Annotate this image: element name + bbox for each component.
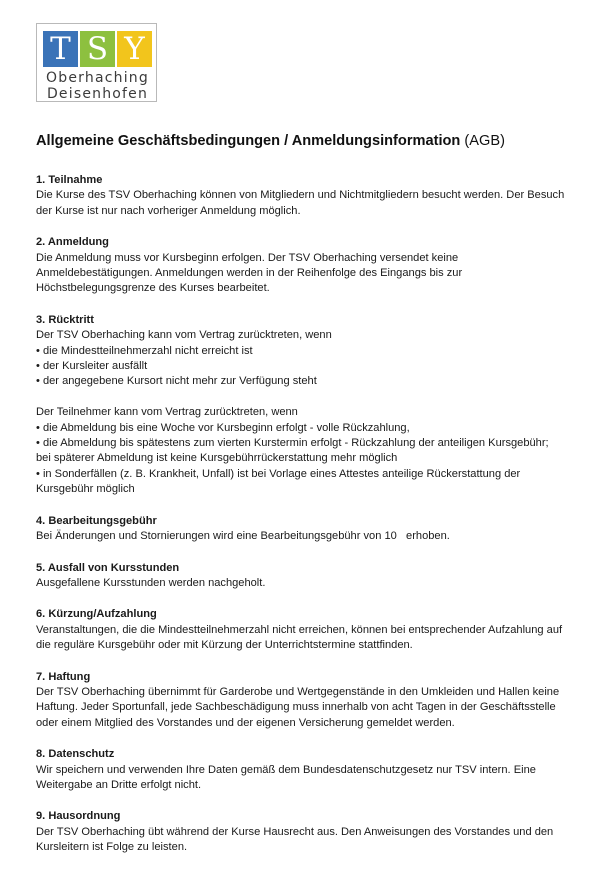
page-title xyxy=(36,132,566,150)
section-heading: 3. Rücktritt xyxy=(36,313,94,326)
section-text: Veranstaltungen, die die Mindestteilnehmerzahl nicht erreichen, können bei entsprechender Aufzahlung auf die reguläre Kursgebühr oder mit Kürzung der Unterrichtstermine stattfinden. xyxy=(36,623,563,652)
document-body xyxy=(36,132,566,872)
logo-letter-t: T xyxy=(43,31,78,67)
section-heading: 8. Datenschutz xyxy=(36,748,115,761)
list-item: • in Sonderfällen (z. B. Krankheit, Unfall) ist bei Vorlage eines Attestes anteilige Rückerstattung der Kursgebühr möglich xyxy=(36,467,521,496)
section-datenschutz xyxy=(36,747,566,793)
logo-letters xyxy=(43,31,152,67)
section-heading: 5. Ausfall von Kursstunden xyxy=(36,561,180,574)
logo-line-oberhaching: Oberhaching xyxy=(46,70,149,86)
section-bearbeitungsgebuehr xyxy=(36,514,566,545)
section-text: Der TSV Oberhaching übernimmt für Garderobe und Wertgegenstände in den Umkleiden und Hallen keine Haftung. Jeder Sportunfall, jede Sachbeschädigung muss innerhalb von acht Tagen in der Geschäftsstelle oder einem Mitglied des Vorstandes und der eigenen Versicherung gemeldet werden. xyxy=(36,685,560,729)
list-item: • der Kursleiter ausfällt xyxy=(36,360,148,373)
section-text: Bei Änderungen und Stornierungen wird eine Bearbeitungsgebühr von 10 erhoben. xyxy=(36,530,450,543)
section-intro: Der TSV Oberhaching kann vom Vertrag zurücktreten, wenn xyxy=(36,329,332,342)
section-heading: 4. Bearbeitungsgebühr xyxy=(36,514,157,527)
section-heading: 2. Anmeldung xyxy=(36,236,109,249)
section-text: Die Anmeldung muss vor Kursbeginn erfolgen. Der TSV Oberhaching versendet keine Anmeldebestätigungen. Anmeldungen werden in der Reihenfolge des Eingangs bis zur Höchstbelegungsgrenze des Kurses bearbeitet. xyxy=(36,251,463,295)
tsv-logo xyxy=(36,23,157,102)
spacer xyxy=(36,390,566,405)
section-text: Ausgefallene Kursstunden werden nachgeholt. xyxy=(36,576,266,589)
section-text: Die Kurse des TSV Oberhaching können von Mitgliedern und Nichtmitgliedern besucht werden. Der Besuch der Kurse ist nur nach vorheriger Anmeldung möglich. xyxy=(36,189,565,217)
ruecktritt-list-verein xyxy=(36,344,566,390)
section-kuerzung xyxy=(36,607,566,653)
section-heading: 9. Hausordnung xyxy=(36,810,121,823)
logo-letter-s: S xyxy=(80,31,115,67)
list-item: • die Abmeldung bis eine Woche vor Kursbeginn erfolgt - volle Rückzahlung, xyxy=(36,421,410,434)
section-text: Wir speichern und verwenden Ihre Daten gemäß dem Bundesdatenschutzgesetz nur TSV intern. Eine Weitergabe an Dritte erfolgt nicht. xyxy=(36,763,536,791)
section-teilnahme xyxy=(36,173,566,219)
section-heading: 6. Kürzung/Aufzahlung xyxy=(36,608,157,621)
section-hausordnung xyxy=(36,809,566,855)
list-item: • die Mindestteilnehmerzahl nicht erreicht ist xyxy=(36,344,253,357)
section-intro: Der Teilnehmer kann vom Vertrag zurücktreten, wenn xyxy=(36,406,298,419)
title-suffix: (AGB) xyxy=(460,133,505,149)
logo-line-deisenhofen: Deisenhofen xyxy=(46,86,149,102)
section-text: Der TSV Oberhaching übt während der Kurse Hausrecht aus. Den Anweisungen des Vorstandes und den Kursleitern ist Folge zu leisten. xyxy=(36,825,554,854)
list-item: • der angegebene Kursort nicht mehr zur Verfügung steht xyxy=(36,375,317,388)
title-main: Allgemeine Geschäftsbedingungen / Anmeldungsinformation xyxy=(36,133,461,149)
section-heading: 1. Teilnahme xyxy=(36,174,103,186)
list-item: • die Abmeldung bis spätestens zum vierten Kurstermin erfolgt - Rückzahlung der anteiligen Kursgebühr; bei späterer Abmeldung ist keine Kursgebührrückerstattung mehr möglich xyxy=(36,437,549,465)
ruecktritt-list-teilnehmer xyxy=(36,421,566,498)
section-heading: 7. Haftung xyxy=(36,670,91,683)
logo-letter-y: Y xyxy=(117,31,152,67)
section-anmeldung xyxy=(36,235,566,297)
section-ausfall xyxy=(36,561,566,592)
section-ruecktritt xyxy=(36,313,566,498)
section-haftung xyxy=(36,670,566,732)
